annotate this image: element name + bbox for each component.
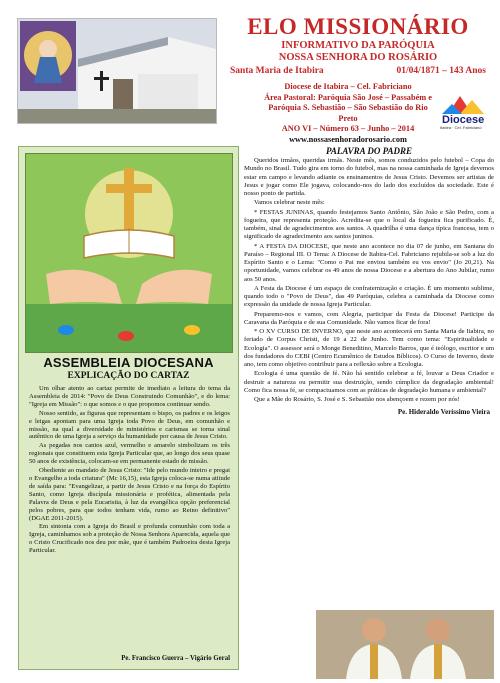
paragraph: Vamos celebrar neste mês:	[254, 199, 325, 207]
paragraph: * O XV CURSO DE INVERNO, que neste ano acontecerá em Santa Maria de Itabira, no feriado de Corpus Christi, de 19 a 22 de Junho. Tem como tema: "Espiritualidade e Ecologia". O assessor será o Monge Beneditino, Marcelo Barros, que é teólogo, escritor e um dos fundadores do CEBI (Centro Ecumênico de Estudos Bíblicos). O Curso de Inverno, deste ano, tem como objetivo contribuir para a reflexão sobre a Ecologia.	[244, 328, 494, 368]
parish-info	[258, 82, 438, 145]
paragraph: Um olhar atento ao cartaz permite de imediato a leitura do tema da Assembleia de 2014: "Povo de Deus Construindo Comunhão", e do lema: "Igreja em Missão": o que somos e o que propomos continuar sendo.	[29, 385, 230, 408]
founded-date: 01/04/1871 – 143 Anos	[396, 66, 486, 76]
column-title: PALAVRA DO PADRE	[325, 146, 412, 156]
logo-text: Diocese	[442, 114, 485, 126]
priest-message-column	[244, 146, 494, 416]
article-subtitle: EXPLICAÇÃO DO CARTAZ	[67, 371, 190, 381]
paragraph: A Festa da Diocese é um espaço de confraternização e criação. É um momento sublime, quando todo o "Povo de Deus", das 49 Paróquias, celebra a caminhada da Diocese como expressão da unidade de nossa Igreja Particular.	[244, 284, 494, 309]
paragraph: Que a Mãe do Rosário, S. José e S. Sebastião nos abençoem e rezem por nós!	[254, 396, 460, 403]
assembly-article-box	[18, 146, 239, 670]
paragraph: * A FESTA DA DIOCESE, que neste ano acontece no dia 07 de junho, em Santana do Paraíso – Regional III. O Tema: A Diocese de Itabira-Cel. Fabriciano rejubila-se sob a luz do Espírito Santo e o Lema: "Como o Pai me enviou também eu vos envio" (Jo 20,21). Na oportunidade, vamos celebrar os 49 anos de nossa Diocese e a abertura do Ano Jubilar, rumo aos 50 anos.	[244, 242, 494, 283]
info-line: ANO VI – Número 63 – Junho – 2014	[281, 124, 415, 133]
poster-image	[26, 154, 232, 352]
church-photo-image	[18, 19, 216, 123]
church-photo	[17, 18, 217, 124]
info-line: Paróquia S. Sebastião – São Sebastião do Rio Preto	[268, 103, 428, 123]
place-name: Santa Maria de Itabira	[230, 66, 324, 76]
parish-name: NOSSA SENHORA DO ROSÁRIO	[278, 52, 438, 63]
paragraph: Preparemo-nos e vamos, com Alegria, participar da Festa da Diocese! Participe da Caravana da Paróquia e de sua Comunidade. Não vamos ficar de fora!	[244, 310, 494, 326]
logo-subtext: Itabira · Cel. Fabriciano	[440, 125, 482, 130]
date-line	[222, 65, 494, 77]
masthead	[222, 14, 494, 77]
info-line: Diocese de Itabira – Cel. Fabriciano	[284, 82, 412, 91]
paragraph: Em sintonia com a Igreja do Brasil e profunda comunhão com toda a Igreja, caminhamos sob a proteção de Nossa Senhora Aparecida, aquela que o Cristo Crucificado nos deu por mãe, que é também Padroeira desta Igreja Particular.	[29, 523, 230, 555]
priests-photo-image	[316, 610, 494, 679]
article-signature: Pe. Francisco Guerra – Vigário Geral	[121, 655, 230, 662]
column-signature: Pe. Hideraldo Veríssimo Vieira	[397, 408, 490, 417]
diocese-logo	[438, 92, 496, 130]
paragraph: Queridos irmãos, queridas irmãs. Neste mês, somos conduzidos pelo futebol – Copa do Mundo no Brasil. Tudo gira em torno do futebol, mas na nossa caminhada de Igreja devemos estar em campo e levando adiante os ensinamentos de Jesus Cristo. Devemos ser artistas de Jesus e jogar como Ele jogava, colocando-nos do lado dos excluídos da sociedade. Este é nosso ponto de partida.	[244, 157, 494, 197]
article-title: ASSEMBLEIA DIOCESANA	[43, 355, 214, 370]
priests-photo	[316, 610, 494, 679]
info-line: Área Pastoral: Paróquia São José – Passabém e	[264, 92, 432, 102]
article-body	[29, 385, 230, 556]
newsletter-title: ELO MISSIONÁRIO	[247, 14, 469, 39]
column-body	[244, 157, 494, 404]
paragraph: * FESTAS JUNINAS, quando festejamos Santo Antônio, São João e São Pedro, com a fogueira, que representa proteção. Acredita-se que o local da fogueira fica purificado. É, também, sinal de agradecimentos aos santos. A quadrilha é uma dança típica francesa, tem o significado de agradecimento aos santos juninos.	[244, 208, 494, 241]
paragraph: Ecologia é uma questão de fé. Não há sentido celebrar a fé, louvar a Deus Criador e destruir a natureza ou permitir sua destruição, sendo cúmplice da degradação ambiental! Como fica nossa fé, se compactuamos com as práticas de degradação humana e ambiental?	[244, 370, 494, 394]
paragraph: As pegadas nos cantos azul, vermelho e amarelo simbolizam os três regionais que constituem esta Igreja Particular que, ao longo dos seus quase 50 anos de existência, colocam-se em permanente estado de missão.	[29, 442, 230, 466]
assembly-poster-illustration	[25, 153, 233, 353]
paragraph: Nosso sentido, as figuras que representam o bispo, os padres e os leigos e leigas apontam para uma Igreja toda Povo de Deus, em comunhão e missão, na qual a diversidade de ministérios e carismas se torna sinal autêntico de uma Igreja a serviço da humanidade por causa de Jesus Cristo.	[29, 409, 230, 441]
website-link[interactable]: www.nossasenhoradorosario.com	[289, 134, 407, 144]
paragraph: Obediente ao mandato de Jesus Cristo: "Ide pelo mundo inteiro e pregai o Evangelho a toda criatura" (Mc 16,15), esta Igreja coloca-se numa atitude de saída para: "Evangelizar, a partir de Jesus Cristo e na força do Espírito Santo, como Igreja discípula missionária e profética, alimentada pela Palavra de Deus e pela Eucaristia, à luz da evangélica opção preferencial pelos pobres, para que todos tenham vida, rumo ao Reino definitivo" (DGAE 2011-2015).	[29, 467, 230, 522]
newsletter-subtitle: INFORMATIVO DA PARÓQUIA	[281, 40, 435, 51]
